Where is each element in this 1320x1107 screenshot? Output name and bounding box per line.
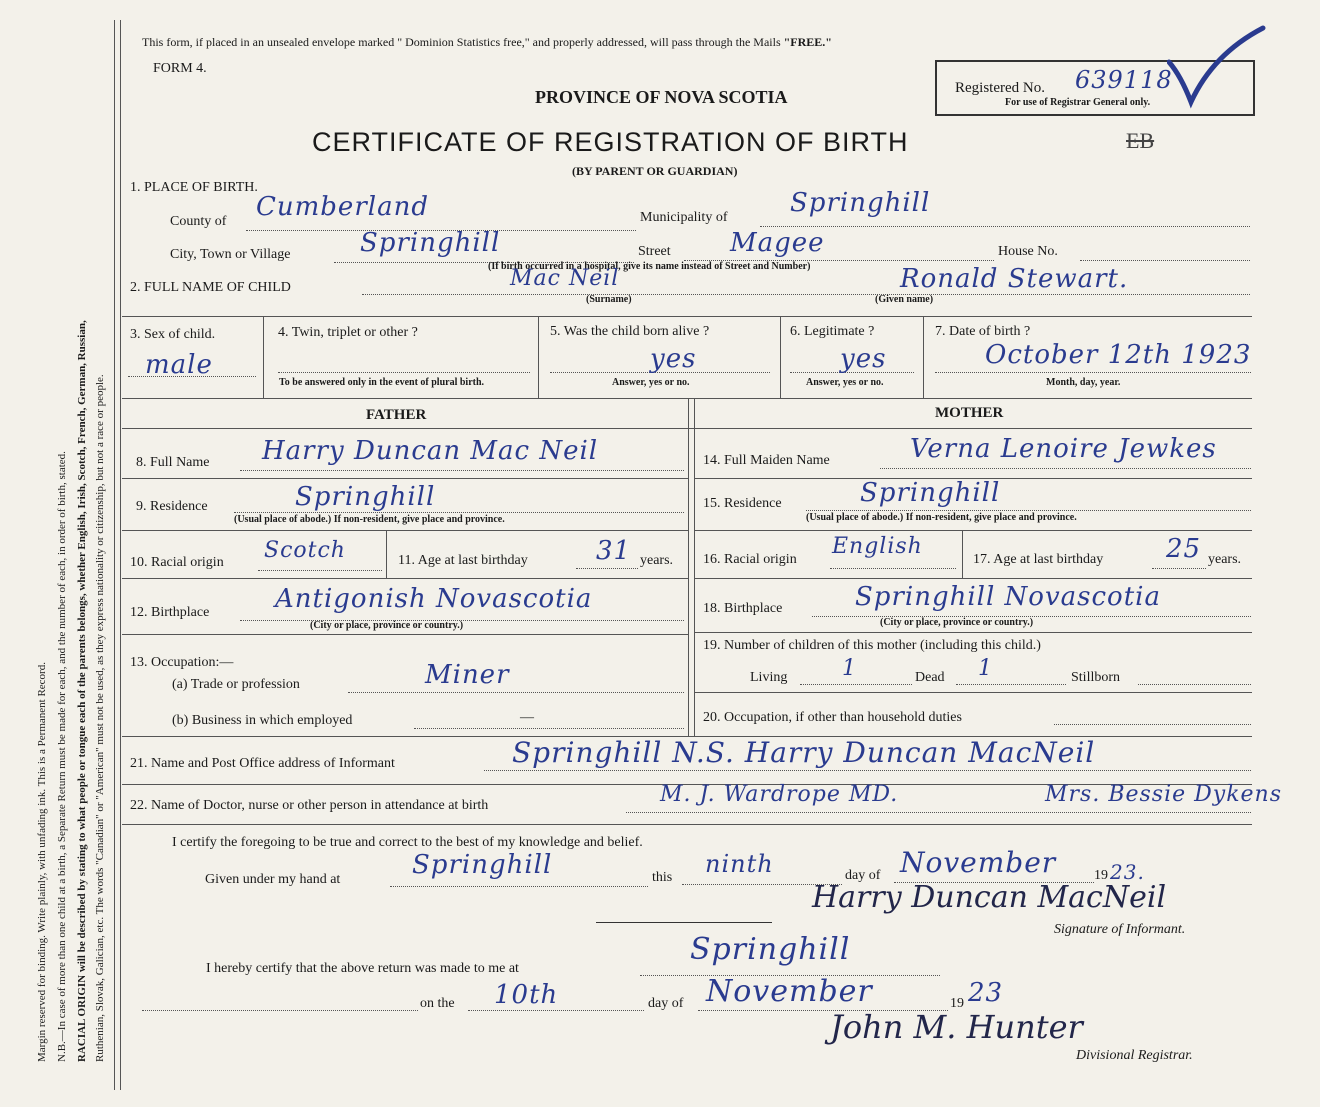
informant-value: Springhill N.S. Harry Duncan MacNeil [512,736,1096,769]
father-trade-label: (a) Trade or profession [172,677,300,692]
municipality-label: Municipality of [640,210,728,225]
registrar-signature: John M. Hunter [830,1008,1083,1046]
registrar-signature-label: Divisional Registrar. [1076,1048,1193,1063]
father-race-label: 10. Racial origin [130,555,224,570]
mother-heading: MOTHER [935,405,1004,421]
dead-label: Dead [915,670,945,685]
mother-years: years. [1208,552,1242,567]
check-mark-icon [1167,24,1267,114]
living-value: 1 [842,656,857,681]
registrar-dayof-label: day of [648,996,684,1011]
page-title: CERTIFICATE OF REGISTRATION OF BIRTH [312,127,909,157]
mother-race: English [832,534,923,559]
father-race: Scotch [264,538,346,563]
registered-box [935,60,1255,116]
registrar-year-prefix: 19 [950,996,964,1011]
hospital-note: (If birth occurred in a hospital, give its name instead of Street and Number) [488,261,811,272]
mother-birthplace-label: 18. Birthplace [703,601,783,616]
registered-label: Registered No. [955,80,1045,96]
father-birthplace-label: 12. Birthplace [130,605,210,620]
house-label: House No. [998,244,1058,259]
father-residence-label: 9. Residence [136,499,208,514]
father-name: Harry Duncan Mac Neil [262,436,599,466]
mother-name: Verna Lenoire Jewkes [910,434,1217,464]
registered-number: 639118 [1075,66,1173,94]
alive-caption: Answer, yes or no. [612,377,690,388]
street-label: Street [638,244,671,259]
margin-line-3: RACIAL ORIGIN will be described by stating to what people or tongue each of the parents belongs, whether English, Irish, Scotch, French, German, Russian, [76,320,88,1062]
registrar-month: November [706,974,873,1009]
stillborn-label: Stillborn [1071,670,1121,685]
city-value: Springhill [360,228,501,258]
sex-value: male [145,350,213,380]
street-value: Magee [730,228,825,258]
registrar-on-label: on the [420,996,455,1011]
dob-caption: Month, day, year. [1046,377,1121,388]
mother-birthplace: Springhill Novascotia [855,582,1161,612]
child-given-name: Ronald Stewart. [900,264,1129,294]
alive-value: yes [650,344,697,374]
attendant-label: 22. Name of Doctor, nurse or other person in attendance at birth [130,798,489,813]
father-occupation-label: 13. Occupation:— [130,655,234,670]
surname-caption: (Surname) [586,294,632,305]
mother-residence-caption: (Usual place of abode.) If non-resident, give place and province. [806,512,1077,523]
given-year-prefix: 19 [1094,868,1108,883]
given-year-suffix: 23. [1110,860,1145,884]
sex-label: 3. Sex of child. [130,327,216,342]
children-label: 19. Number of children of this mother (including this child.) [703,638,1041,653]
given-day: ninth [705,850,774,878]
struck-mark: EB [1126,128,1155,153]
margin-line-4: Ruthenian, Slovak, Galician, etc. The words "Canadian" or "American" must not be used, as they express nationality or citizenship, but not a race or people. [94,374,106,1062]
father-age: 31 [596,536,632,566]
legitimate-value: yes [840,344,887,374]
municipality-value: Springhill [790,188,931,218]
margin-line-2: N.B.—In case of more than one child at a birth, a Separate Return must be made for each, and the number of each, in order of birth, stated. [56,451,68,1062]
twin-note: To be answered only in the event of plural birth. [279,377,485,388]
province-heading: PROVINCE OF NOVA SCOTIA [535,87,788,107]
margin-rule [114,20,115,1090]
given-label: Given under my hand at [205,872,341,887]
given-place: Springhill [412,850,553,880]
mother-residence-label: 15. Residence [703,496,782,511]
mother-age: 25 [1166,534,1202,564]
mother-birthplace-caption: (City or place, province or country.) [880,617,1034,628]
father-business: — [520,710,534,725]
mother-residence: Springhill [860,478,1001,508]
informant-signature-label: Signature of Informant. [1054,922,1186,937]
father-birthplace: Antigonish Novascotia [275,584,593,614]
page-subtitle: (BY PARENT OR GUARDIAN) [572,164,738,178]
nurse-value: Mrs. Bessie Dykens [1045,782,1283,807]
this-label: this [652,870,673,885]
dead-value: 1 [978,656,993,681]
mother-race-label: 16. Racial origin [703,552,797,567]
dob-label: 7. Date of birth ? [935,324,1031,339]
margin-line-1: Margin reserved for binding. Write plainly, with unfading ink. This is a Permanent Record. [36,662,48,1062]
registrar-use-note: For use of Registrar General only. [1005,97,1151,108]
form-number: FORM 4. [153,61,207,76]
mother-name-label: 14. Full Maiden Name [703,453,830,468]
place-of-birth-heading: 1. PLACE OF BIRTH. [130,180,258,195]
father-birthplace-caption: (City or place, province or country.) [310,620,464,631]
informant-signature: Harry Duncan MacNeil [812,880,1167,915]
legitimate-caption: Answer, yes or no. [806,377,884,388]
doctor-value: M. J. Wardrope MD. [660,782,899,807]
given-month: November [900,846,1057,879]
father-years: years. [640,553,674,568]
registrar-day: 10th [494,980,559,1010]
informant-statement: I certify the foregoing to be true and correct to the best of my knowledge and belief. [172,835,643,850]
alive-label: 5. Was the child born alive ? [550,324,710,339]
father-trade: Miner [425,660,510,690]
registrar-year-suffix: 23 [968,978,1004,1008]
city-label: City, Town or Village [170,247,291,262]
father-residence: Springhill [295,482,436,512]
given-name-caption: (Given name) [875,294,934,305]
father-age-label: 11. Age at last birthday [398,553,528,568]
father-residence-caption: (Usual place of abode.) If non-resident, give place and province. [234,514,505,525]
legitimate-label: 6. Legitimate ? [790,324,875,339]
county-label: County of [170,214,227,229]
mother-occupation-label: 20. Occupation, if other than household duties [703,710,962,725]
child-name-label: 2. FULL NAME OF CHILD [130,280,291,295]
county-value: Cumberland [256,192,429,222]
child-surname: Mac Neil [510,266,620,291]
twin-label: 4. Twin, triplet or other ? [278,325,418,340]
living-label: Living [750,670,788,685]
informant-label: 21. Name and Post Office address of Informant [130,756,395,771]
father-heading: FATHER [366,407,427,423]
given-dayof-label: day of [845,868,881,883]
father-name-label: 8. Full Name [136,455,210,470]
mother-age-label: 17. Age at last birthday [973,552,1104,567]
registrar-place: Springhill [690,932,851,967]
margin-rule-2 [120,20,121,1090]
father-business-label: (b) Business in which employed [172,713,353,728]
mail-notice: This form, if placed in an unsealed envelope marked " Dominion Statistics free," and properly addressed, will pass through the Mails "FREE." [142,35,832,49]
registrar-statement: I hereby certify that the above return was made to me at [206,961,519,976]
dob-value: October 12th 1923 [985,340,1252,370]
